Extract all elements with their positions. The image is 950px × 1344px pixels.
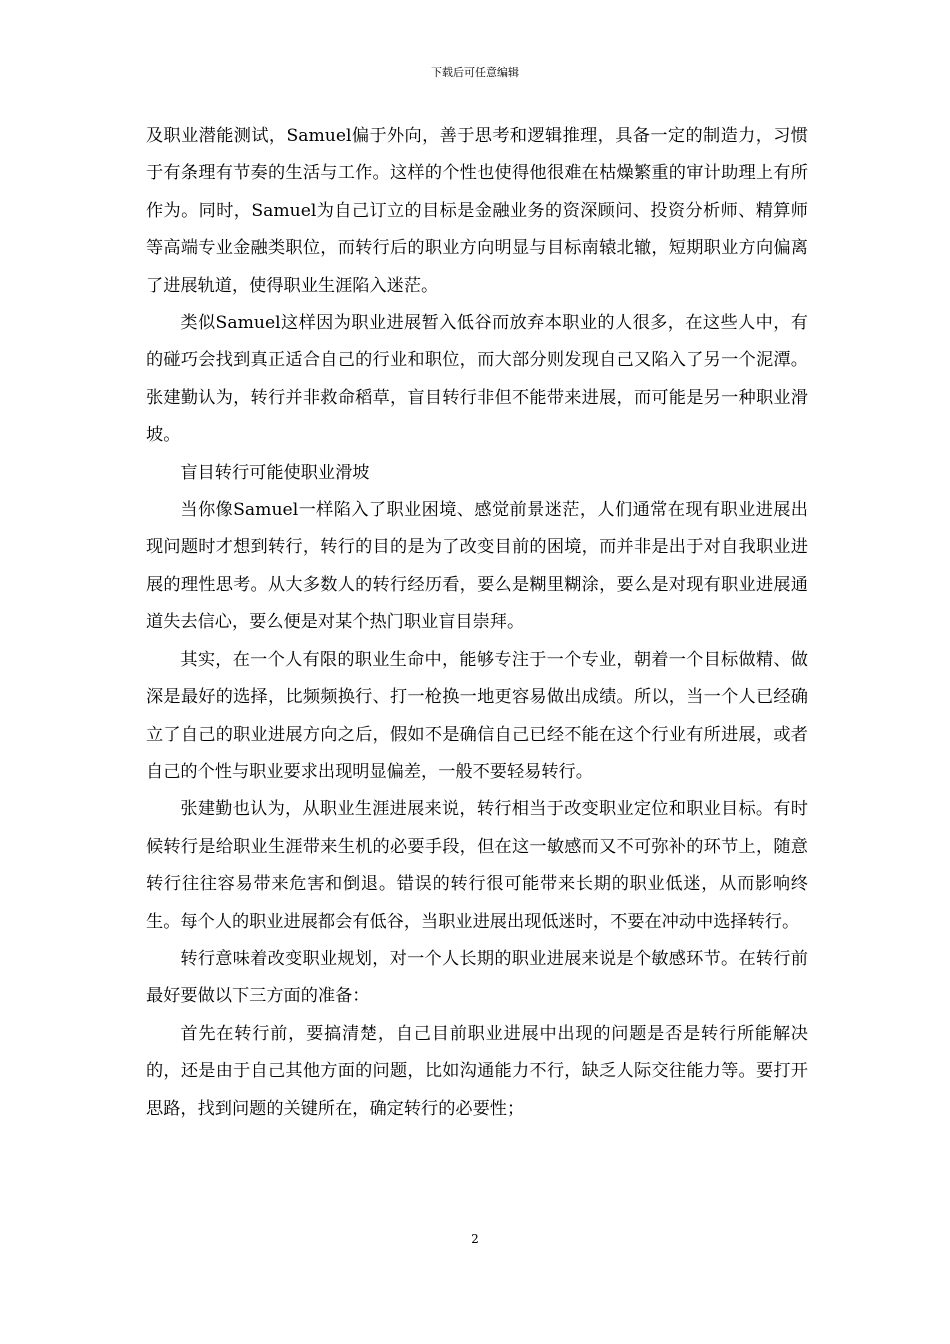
paragraph-continuation: 及职业潜能测试，Samuel偏于外向，善于思考和逻辑推理，具备一定的制造力，习惯于有条理有节奏的生活与工作。这样的个性也使得他很难在枯燥繁重的审计助理上有所作为。同时，Samuel为自己订立的目标是金融业务的资深顾问、投资分析师、精算师等高端专业金融类职位，而转行后的职业方向明显与目标南辕北辙，短期职业方向偏离了进展轨道，使得职业生涯陷入迷茫。 <box>146 126 808 296</box>
paragraph: 类似Samuel这样因为职业进展暂入低谷而放弃本职业的人很多，在这些人中，有的碰巧会找到真正适合自己的行业和职位，而大部分则发现自己又陷入了另一个泥潭。张建勤认为，转行并非救命稻草，盲目转行非但不能带来进展，而可能是另一种职业滑坡。 <box>146 313 808 446</box>
page-number: 2 <box>471 1232 479 1246</box>
section-heading: 盲目转行可能使职业滑坡 <box>180 462 370 483</box>
paragraph: 当你像Samuel一样陷入了职业困境、感觉前景迷茫，人们通常在现有职业进展出现问题时才想到转行，转行的目的是为了改变目前的困境，而并非是出于对自我职业进展的理性思考。从大多数人的转行经历看，要么是糊里糊涂，要么是对现有职业进展通道失去信心，要么便是对某个热门职业盲目崇拜。 <box>146 500 808 633</box>
paragraph: 张建勤也认为，从职业生涯进展来说，转行相当于改变职业定位和职业目标。有时候转行是给职业生涯带来生机的必要手段，但在这一敏感而又不可弥补的环节上，随意转行往往容易带来危害和倒退。错误的转行很可能带来长期的职业低迷，从而影响终生。每个人的职业进展都会有低谷，当职业进展出现低迷时，不要在冲动中选择转行。 <box>146 799 808 932</box>
page-header: 下载后可任意编辑 <box>431 66 519 79</box>
paragraph: 其实，在一个人有限的职业生命中，能够专注于一个专业，朝着一个目标做精、做深是最好的选择，比频频换行、打一枪换一地更容易做出成绩。所以，当一个人已经确立了自己的职业进展方向之后，假如不是确信自己已经不能在这个行业有所进展，或者自己的个性与职业要求出现明显偏差，一般不要轻易转行。 <box>146 649 808 782</box>
document-body <box>146 118 808 1128</box>
paragraph: 转行意味着改变职业规划，对一个人长期的职业进展来说是个敏感环节。在转行前最好要做以下三方面的准备： <box>146 948 808 1007</box>
paragraph: 首先在转行前，要搞清楚，自己目前职业进展中出现的问题是否是转行所能解决的，还是由于自己其他方面的问题，比如沟通能力不行，缺乏人际交往能力等。要打开思路，找到问题的关键所在，确定转行的必要性； <box>146 1023 808 1119</box>
